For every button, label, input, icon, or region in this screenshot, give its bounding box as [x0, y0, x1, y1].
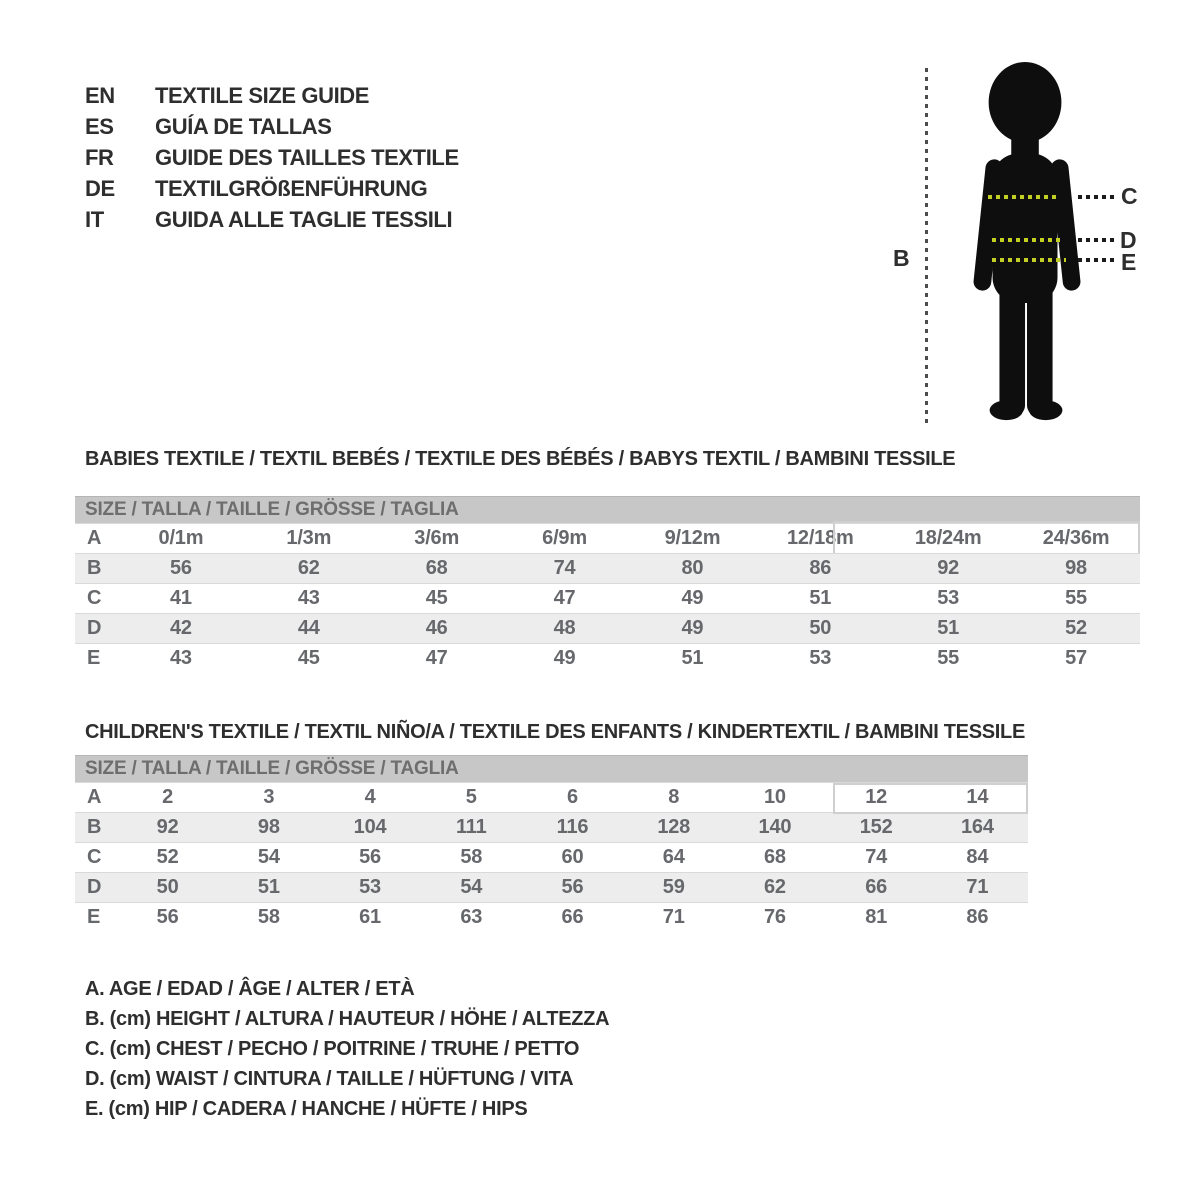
chest-measure-line — [988, 195, 1060, 199]
size-cell: 164 — [960, 816, 994, 838]
size-cell: 68 — [425, 557, 448, 579]
row-label: C — [87, 587, 102, 609]
table-row-chest — [75, 842, 1028, 872]
size-cell: 140 — [758, 816, 792, 838]
language-list — [85, 80, 459, 235]
size-cell: 47 — [553, 587, 576, 609]
table-row-age — [75, 782, 1028, 812]
row-label: D — [87, 876, 102, 898]
size-cell: 3/6m — [414, 527, 460, 549]
size-cell: 49 — [553, 647, 576, 669]
size-cell: 74 — [865, 846, 888, 868]
size-cell: 51 — [681, 647, 704, 669]
height-label: B — [893, 245, 910, 271]
size-cell: 92 — [156, 816, 179, 838]
size-cell: 48 — [553, 617, 576, 639]
row-label: A — [87, 786, 102, 808]
legend-item-hip: E. (cm) HIP / CADERA / HANCHE / HÜFTE / HIPS — [85, 1098, 528, 1120]
size-cell: 3 — [263, 786, 275, 808]
size-cell: 62 — [297, 557, 320, 579]
table-row-height — [75, 553, 1140, 583]
row-label: A — [87, 527, 102, 549]
size-cell: 44 — [297, 617, 320, 639]
table-row-hip — [75, 902, 1028, 932]
size-cell: 81 — [865, 906, 888, 928]
size-cell: 50 — [156, 876, 179, 898]
legend-item-waist: D. (cm) WAIST / CINTURA / TAILLE / HÜFTUNG / VITA — [85, 1068, 574, 1090]
size-cell: 111 — [455, 816, 487, 838]
size-cell: 71 — [966, 876, 989, 898]
size-cell: 86 — [809, 557, 832, 579]
size-cell: 74 — [553, 557, 576, 579]
size-cell: 42 — [170, 617, 192, 639]
size-cell: 12 — [865, 786, 888, 808]
babies-size-table — [75, 496, 1140, 673]
size-cell: 45 — [425, 587, 448, 609]
size-cell: 64 — [662, 846, 685, 868]
table-row-height — [75, 812, 1028, 842]
language-row — [85, 173, 459, 204]
size-cell: 116 — [556, 816, 589, 838]
size-cell: 54 — [460, 876, 483, 898]
size-cell: 86 — [966, 906, 989, 928]
size-cell: 55 — [937, 647, 960, 669]
size-cell: 66 — [865, 876, 888, 898]
size-cell: 43 — [170, 647, 192, 669]
size-cell: 6 — [567, 786, 578, 808]
size-cell: 80 — [681, 557, 704, 579]
size-cell: 43 — [297, 587, 320, 609]
language-row — [85, 142, 459, 173]
size-cell: 4 — [364, 786, 376, 808]
size-cell: 57 — [1065, 647, 1087, 669]
language-code: EN — [85, 82, 115, 108]
size-cell: 2 — [162, 786, 174, 808]
babies-section-title: BABIES TEXTILE / TEXTIL BEBÉS / TEXTILE DES BÉBÉS / BABYS TEXTIL / BAMBINI TESSILE — [85, 448, 956, 470]
waist-pointer-line — [1078, 238, 1114, 242]
size-cell: 18/24m — [914, 527, 982, 549]
size-cell: 51 — [257, 876, 280, 898]
language-label: GUIDE DES TAILLES TEXTILE — [155, 144, 459, 170]
language-row — [85, 80, 459, 111]
table-row-chest — [75, 583, 1140, 613]
size-cell: 52 — [1065, 617, 1087, 639]
size-cell: 104 — [353, 816, 387, 838]
size-cell: 53 — [359, 876, 381, 898]
size-cell: 54 — [257, 846, 280, 868]
size-cell: 58 — [257, 906, 280, 928]
size-cell: 62 — [763, 876, 786, 898]
row-label: E — [87, 647, 101, 669]
size-cell: 12/18m — [786, 527, 854, 549]
size-cell: 68 — [763, 846, 786, 868]
size-cell: 41 — [170, 587, 192, 609]
size-cell: 84 — [966, 846, 989, 868]
language-code: DE — [85, 175, 115, 201]
size-table-header: SIZE / TALLA / TAILLE / GRÖSSE / TAGLIA — [75, 496, 1140, 523]
size-cell: 52 — [156, 846, 179, 868]
language-label: GUÍA DE TALLAS — [155, 113, 332, 139]
size-cell: 49 — [681, 587, 704, 609]
hip-label: E — [1121, 249, 1136, 275]
child-silhouette-icon — [963, 62, 1091, 426]
size-cell: 50 — [809, 617, 832, 639]
size-cell: 56 — [156, 906, 179, 928]
size-cell: 24/36m — [1042, 527, 1110, 549]
size-cell: 49 — [681, 617, 704, 639]
size-cell: 56 — [170, 557, 192, 579]
size-cell: 47 — [425, 647, 448, 669]
language-label: TEXTILE SIZE GUIDE — [155, 82, 370, 108]
table-row-age — [75, 523, 1140, 553]
waist-label: D — [1120, 227, 1137, 253]
size-cell: 59 — [662, 876, 685, 898]
chest-pointer-line — [1078, 195, 1114, 199]
size-cell: 56 — [359, 846, 381, 868]
waist-measure-line — [992, 238, 1062, 242]
size-cell: 60 — [561, 846, 584, 868]
row-label: E — [87, 906, 101, 928]
table-row-hip — [75, 643, 1140, 673]
size-cell: 71 — [662, 906, 685, 928]
size-cell: 53 — [937, 587, 960, 609]
language-label: TEXTILGRÖßENFÜHRUNG — [155, 175, 428, 201]
row-label: D — [87, 617, 102, 639]
size-cell: 61 — [359, 906, 381, 928]
size-table-header: SIZE / TALLA / TAILLE / GRÖSSE / TAGLIA — [75, 755, 1028, 782]
size-cell: 51 — [809, 587, 832, 609]
size-cell: 63 — [460, 906, 483, 928]
measurement-legend — [85, 974, 609, 1124]
row-label: B — [87, 557, 102, 579]
size-cell: 45 — [297, 647, 320, 669]
size-cell: 0/1m — [158, 527, 204, 549]
size-cell: 56 — [561, 876, 584, 898]
table-row-waist — [75, 613, 1140, 643]
size-cell: 9/12m — [664, 527, 721, 549]
size-cell: 98 — [257, 816, 280, 838]
size-cell: 76 — [763, 906, 786, 928]
size-cell: 14 — [966, 786, 989, 808]
legend-item-chest: C. (cm) CHEST / PECHO / POITRINE / TRUHE / PETTO — [85, 1038, 580, 1060]
size-cell: 66 — [561, 906, 584, 928]
legend-item-height: B. (cm) HEIGHT / ALTURA / HAUTEUR / HÖHE / ALTEZZA — [85, 1008, 610, 1030]
height-dashed-line — [925, 68, 928, 424]
size-cell: 1/3m — [286, 527, 332, 549]
language-code: ES — [85, 113, 114, 139]
hip-measure-line — [992, 258, 1066, 262]
language-row — [85, 204, 459, 235]
size-cell: 46 — [425, 617, 448, 639]
size-cell: 58 — [460, 846, 483, 868]
size-cell: 92 — [937, 557, 960, 579]
row-label: C — [87, 846, 102, 868]
hip-pointer-line — [1078, 258, 1114, 262]
language-code: FR — [85, 144, 114, 170]
language-label: GUIDA ALLE TAGLIE TESSILI — [155, 206, 453, 232]
size-cell: 128 — [657, 816, 691, 838]
size-cell: 5 — [465, 786, 477, 808]
size-cell: 53 — [809, 647, 832, 669]
size-cell: 152 — [859, 816, 893, 838]
language-row — [85, 111, 459, 142]
row-label: B — [87, 816, 102, 838]
legend-item-age: A. AGE / EDAD / ÂGE / ALTER / ETÀ — [85, 978, 415, 1000]
size-cell: 8 — [668, 786, 680, 808]
size-cell: 98 — [1065, 557, 1087, 579]
children-size-table — [75, 755, 1028, 932]
children-section-title: CHILDREN'S TEXTILE / TEXTIL NIÑO/A / TEXTILE DES ENFANTS / KINDERTEXTIL / BAMBINI TESSILE — [85, 721, 1025, 743]
size-cell: 51 — [937, 617, 960, 639]
size-cell: 6/9m — [542, 527, 587, 549]
chest-label: C — [1121, 183, 1138, 209]
size-cell: 10 — [763, 786, 786, 808]
size-cell: 55 — [1065, 587, 1087, 609]
table-row-waist — [75, 872, 1028, 902]
language-code: IT — [85, 206, 104, 232]
